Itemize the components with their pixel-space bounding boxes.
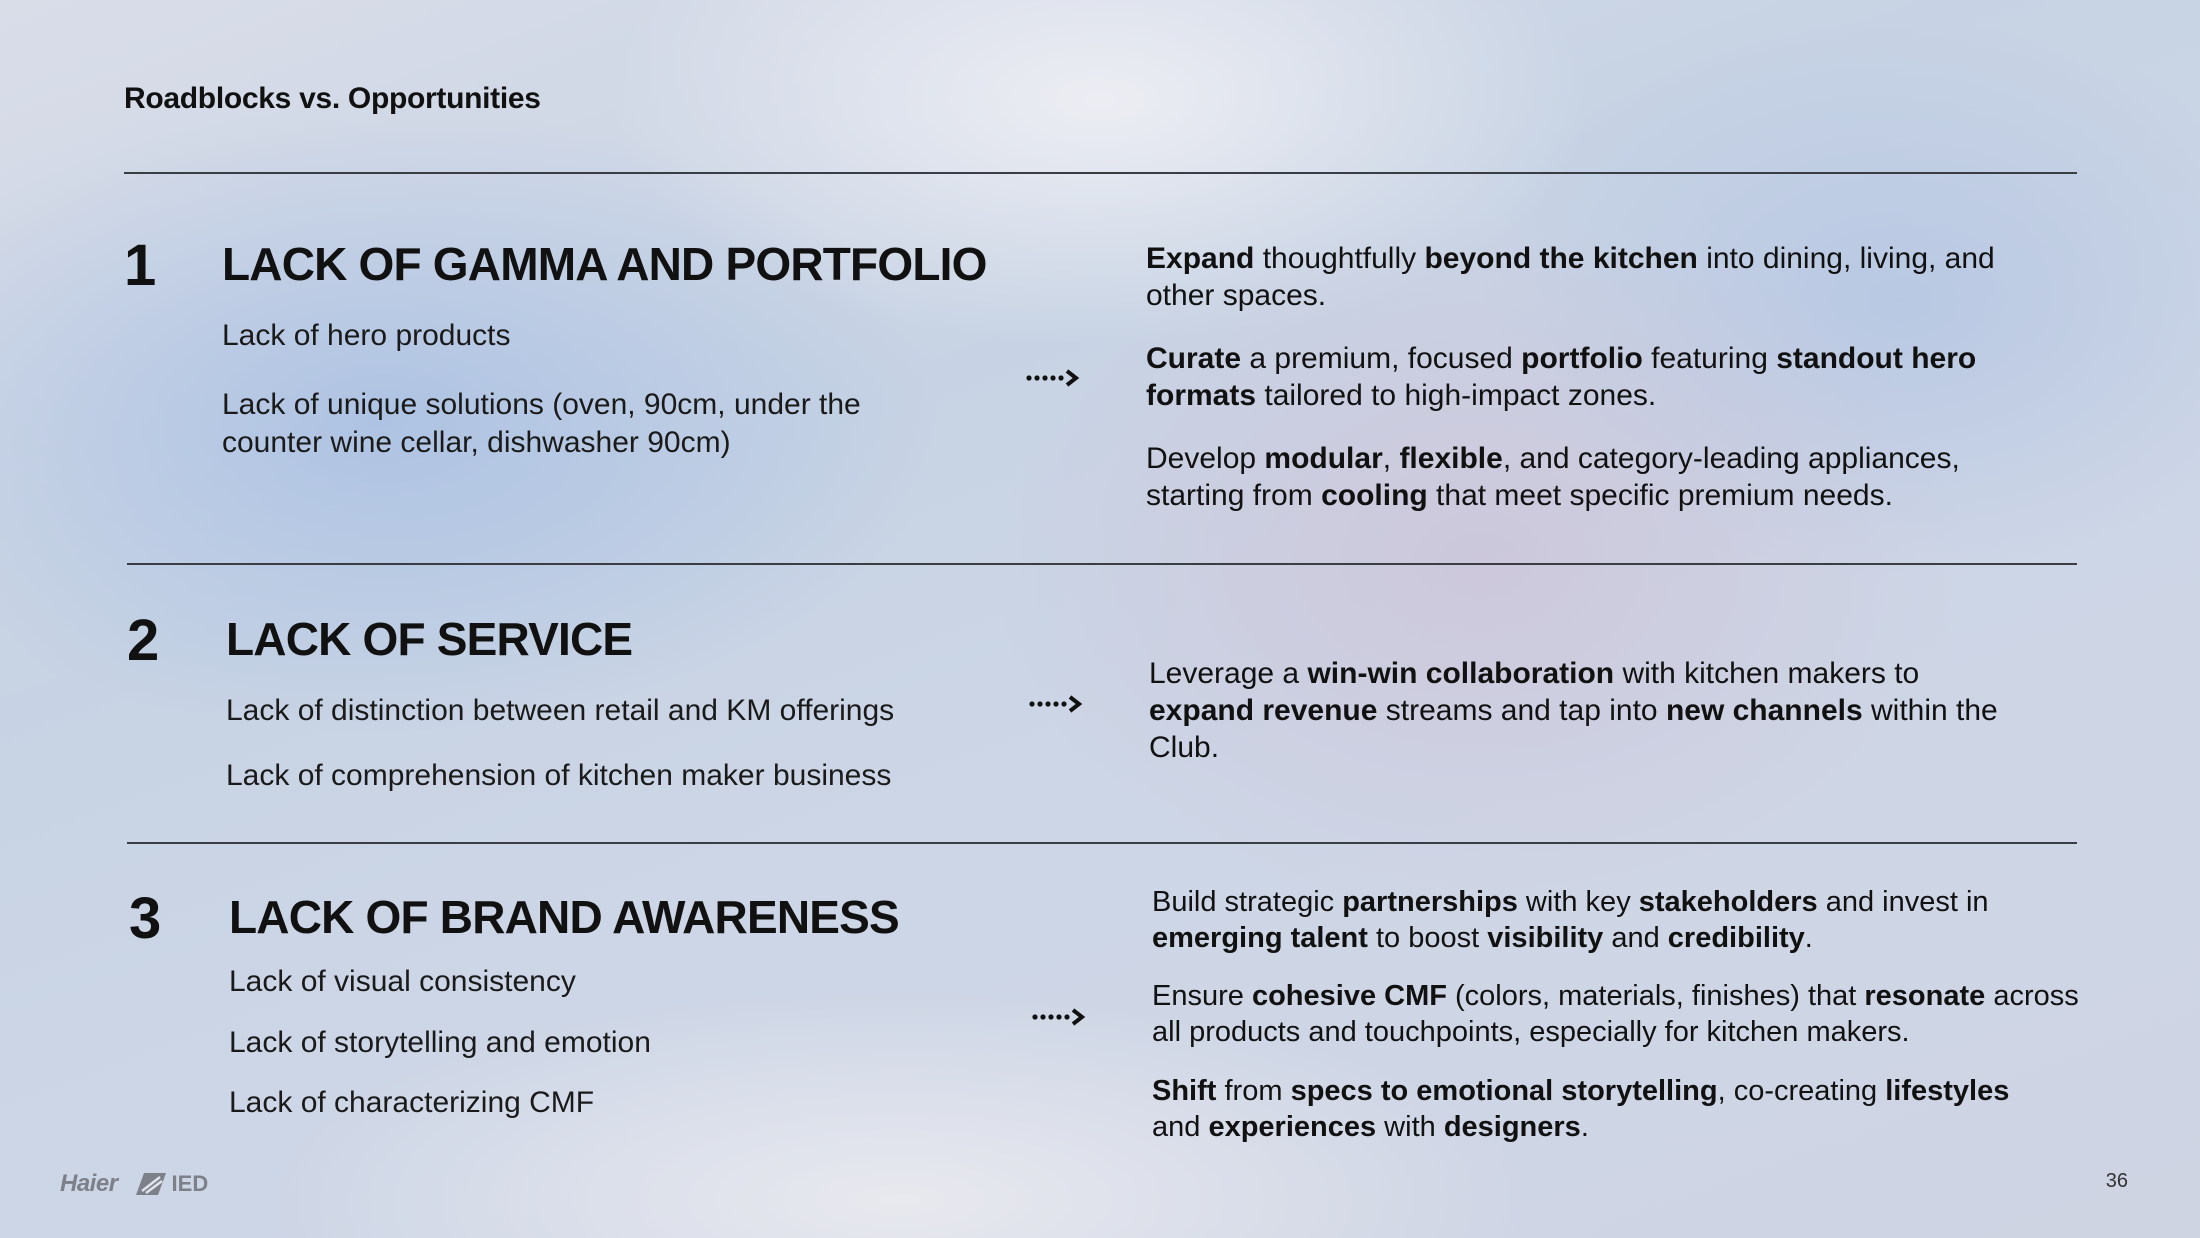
section-number: 1 bbox=[124, 233, 157, 298]
divider bbox=[124, 172, 2077, 174]
section-heading: LACK OF BRAND AWARENESS bbox=[229, 891, 899, 943]
text: into dining, living, and other spaces. bbox=[1146, 242, 1995, 312]
page-title: Roadblocks vs. Opportunities bbox=[124, 82, 541, 115]
bold-text: modular bbox=[1264, 442, 1383, 475]
bold-text: specs to emotional storytelling bbox=[1290, 1075, 1718, 1107]
bold-text: Curate bbox=[1146, 342, 1242, 375]
text: (colors, materials, finishes) that bbox=[1446, 980, 1865, 1012]
bold-text: standout hero formats bbox=[1146, 342, 1977, 412]
text: a premium, focused bbox=[1241, 342, 1522, 375]
opportunity-item bbox=[1146, 240, 2046, 314]
section-number: 3 bbox=[129, 886, 162, 951]
problem-item: Lack of storytelling and emotion bbox=[229, 1026, 651, 1059]
footer-logos bbox=[60, 1170, 208, 1198]
opportunity-item bbox=[1152, 1073, 2052, 1145]
ied-mark-icon bbox=[134, 1171, 168, 1197]
dotted-arrow-icon bbox=[1031, 1007, 1095, 1027]
bold-text: Shift bbox=[1152, 1075, 1217, 1107]
text: to boost bbox=[1367, 922, 1488, 954]
bold-text: credibility bbox=[1667, 922, 1805, 954]
text: and invest in bbox=[1817, 886, 1989, 918]
text: tailored to high-impact zones. bbox=[1256, 379, 1657, 412]
bold-text: visibility bbox=[1487, 922, 1604, 954]
text: with kitchen makers to bbox=[1614, 657, 1920, 690]
text: with key bbox=[1517, 886, 1639, 918]
text: Leverage a bbox=[1149, 657, 1308, 690]
bold-text: beyond the kitchen bbox=[1424, 242, 1698, 275]
text: with bbox=[1376, 1111, 1444, 1143]
problem-item: Lack of hero products bbox=[222, 319, 511, 352]
text: . bbox=[1580, 1111, 1589, 1143]
text: . bbox=[1804, 922, 1813, 954]
problem-item: Lack of comprehension of kitchen maker business bbox=[226, 759, 892, 792]
text: , and category-leading appliances, starting from bbox=[1146, 442, 1960, 512]
haier-logo: Haier bbox=[60, 1170, 118, 1197]
bold-text: resonate bbox=[1864, 980, 1986, 1012]
bold-text: stakeholders bbox=[1638, 886, 1818, 918]
text: streams and tap into bbox=[1377, 694, 1666, 727]
problem-item: Lack of unique solutions (oven, 90cm, under the counter wine cellar, dishwasher 90cm) bbox=[222, 388, 861, 459]
opportunity-item bbox=[1149, 655, 2029, 766]
text: and bbox=[1152, 1111, 1209, 1143]
section-heading: LACK OF SERVICE bbox=[226, 613, 633, 665]
text: Develop bbox=[1146, 442, 1265, 475]
text: Build strategic bbox=[1152, 886, 1343, 918]
ied-logo bbox=[134, 1171, 209, 1197]
bold-text: expand revenue bbox=[1149, 694, 1378, 727]
text: within the Club. bbox=[1149, 694, 1998, 764]
bold-text: cohesive CMF bbox=[1251, 980, 1447, 1012]
problem-item: Lack of characterizing CMF bbox=[229, 1086, 595, 1119]
text: Ensure bbox=[1152, 980, 1252, 1012]
bold-text: Expand bbox=[1146, 242, 1255, 275]
opportunity-item bbox=[1146, 440, 2046, 514]
opportunity-item bbox=[1152, 884, 2012, 956]
divider bbox=[127, 563, 2077, 565]
text: featuring bbox=[1642, 342, 1777, 375]
section-number: 2 bbox=[127, 608, 160, 673]
text: and bbox=[1603, 922, 1668, 954]
text: , co-creating bbox=[1717, 1075, 1886, 1107]
text: that meet specific premium needs. bbox=[1427, 479, 1893, 512]
text: thoughtfully bbox=[1254, 242, 1425, 275]
bold-text: lifestyles bbox=[1885, 1075, 2010, 1107]
text: from bbox=[1216, 1075, 1291, 1107]
problem-item: Lack of visual consistency bbox=[229, 965, 576, 998]
divider bbox=[127, 842, 2077, 844]
bold-text: experiences bbox=[1208, 1111, 1377, 1143]
page-number: 36 bbox=[2105, 1170, 2128, 1192]
dotted-arrow-icon bbox=[1025, 368, 1089, 388]
bold-text: cooling bbox=[1321, 479, 1428, 512]
bold-text: designers bbox=[1443, 1111, 1581, 1143]
dotted-arrow-icon bbox=[1028, 694, 1092, 714]
bold-text: win-win collaboration bbox=[1307, 657, 1615, 690]
opportunity-item bbox=[1152, 978, 2082, 1050]
bold-text: new channels bbox=[1665, 694, 1863, 727]
problem-item: Lack of distinction between retail and KM offerings bbox=[226, 694, 895, 727]
bold-text: partnerships bbox=[1342, 886, 1518, 918]
section-heading: LACK OF GAMMA AND PORTFOLIO bbox=[222, 238, 987, 290]
ied-logo-text: IED bbox=[171, 1171, 209, 1196]
opportunity-item bbox=[1146, 340, 2046, 414]
bold-text: portfolio bbox=[1521, 342, 1643, 375]
bold-text: emerging talent bbox=[1152, 922, 1368, 954]
bold-text: flexible bbox=[1399, 442, 1503, 475]
text: , bbox=[1382, 442, 1400, 475]
text: across all products and touchpoints, especially for kitchen makers. bbox=[1152, 980, 2079, 1048]
